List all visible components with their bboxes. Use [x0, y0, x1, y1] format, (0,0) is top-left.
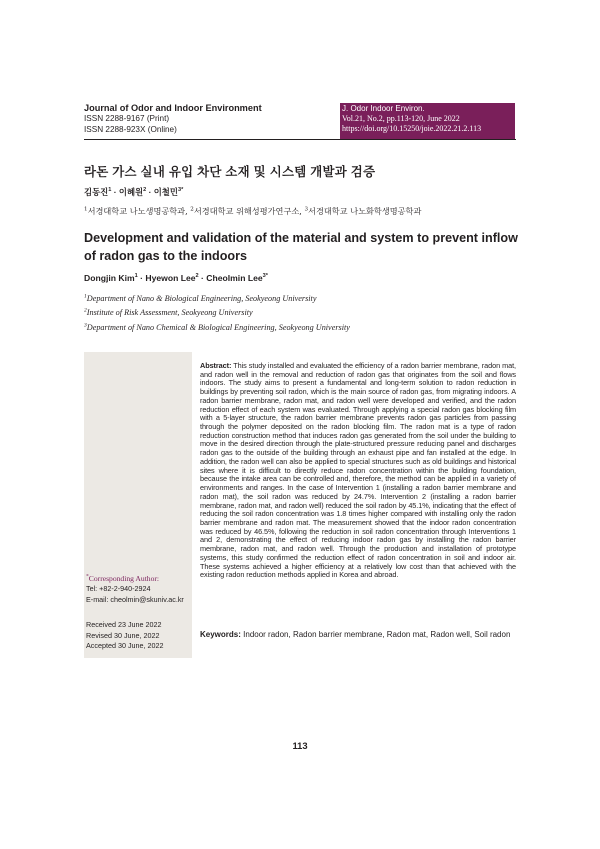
journal-name: Journal of Odor and Indoor Environment [84, 103, 262, 113]
issn-online: ISSN 2288-923X (Online) [84, 124, 177, 134]
journal-header [84, 103, 340, 135]
author-name: Dongjin Kim [84, 273, 135, 283]
accepted-date: Accepted 30 June, 2022 [86, 641, 164, 651]
keywords-label: Keywords: [200, 630, 241, 639]
header-divider [84, 139, 516, 140]
affiliation-line: $^1$Department of Nano & Biological Engineering, Seokyeong University [84, 293, 317, 303]
affiliation-line: $^3$Department of Nano Chemical & Biological Engineering, Seokyeong University [84, 321, 350, 332]
author-name: 이혜원 [118, 187, 144, 197]
korean-affiliations: $^1$서경대학교 나노생명공학과, $^2$서경대학교 위해성평가연구소, $^3$서경대학교 나노화학생명공학과 [84, 206, 422, 216]
korean-title: 라돈 가스 실내 유입 차단 소재 및 시스템 개발과 검증 [84, 165, 376, 179]
revised-date: Revised 30 June, 2022 [86, 630, 160, 640]
affiliation-line: $^2$Institute of Risk Assessment, Seokyeong University [84, 307, 253, 318]
abstract-text: This study installed and evaluated the efficiency of a radon barrier membrane, radon mat, and radon well in the removal and reduction of radon gas that originates from the soil and flows indoors. The study aims to present a fundamental and long-term solution to radon reduction in buildings by preventing soil radon, which is the main source of radon gas, from migrating indoors. A radon barrier membrane, radon mat, and radon well were developed and verified, and the radon reduction effect of each system was evaluated. Through applying a special radon gas blocking film with a 5-layer structure, the radon barrier membrane prevents radon gas particles from passing through the polymer deposited on the radon blocking film. The radon mat is a type of radon reduction construction method that induces radon gas generated from the soil under the building to move in the desired direction through the plate-structured pressure reducing panel and discharges radon gas to the outside of the building through an exhaust pipe and fan installed at the edge. In addition, the radon well can also be applied to special structures such as old buildings and historical sites where it is difficult to directly reduce radon concentration within the building foundation, because the intake area can be controlled and, therefore, the method can be applied in a variety of environments and ranges. In the case of Intervention 1 (installing a radon barrier membrane and radon mat), the soil radon was reduced by 24.7%. Intervention 2 (installing a radon barrier membrane, radon mat, and radon well) reduced the soil radon by 45.1%, indicating that the effect of reducing the soil radon concentration was 1.8 times higher compared with installing only the radon barrier membrane and radon mat. The measurement showed that the indoor radon concentration was reduced by 46.5%, following the reduction in soil radon concentration through Interventions 1 and 2, demonstrating the effect of reducing indoor radon gas by installing the radon barrier membrane, radon mat, and radon well. Through the production and installation of prototype systems, this study confirmed the reduction effect of radon concentration in soil and indoor air. These systems achieved a higher efficiency at a relatively low cost than that achieved with the existing radon reduction methods applied in Korea and abroad. [200, 361, 516, 580]
abstract [200, 362, 516, 580]
author-name: Hyewon Lee [145, 273, 196, 283]
journal-citation-box [340, 103, 515, 139]
info-sidebar [84, 352, 192, 658]
doi-link[interactable]: https://doi.org/10.15250/joie.2022.21.2.113 [342, 124, 482, 134]
abstract-label: Abstract: [200, 361, 232, 370]
author-name: 김동진 [84, 187, 109, 197]
journal-abbrev: J. Odor Indoor Environ. [342, 104, 425, 113]
corresponding-label: *Corresponding Author: [86, 573, 160, 583]
keywords-text: Indoor radon, Radon barrier membrane, Radon mat, Radon well, Soil radon [243, 630, 511, 639]
page-number: 113 [292, 740, 308, 751]
corresponding-author [86, 574, 184, 605]
volume-line: Vol.21, No.2, pp.113-120, June 2022 [342, 114, 460, 124]
corresponding-tel: Tel: +82-2-940-2924 [86, 584, 151, 594]
received-date: Received 23 June 2022 [86, 620, 162, 629]
author-name: 이철민 [153, 187, 178, 197]
english-authors: Dongjin Kim$^1$ · Hyewon Lee$^2$ · Cheolmin Lee$^{3*}$ [84, 273, 268, 283]
keywords [200, 630, 516, 641]
korean-authors: 김동진$^1$ · 이혜원$^2$ · 이철민$^{3*}$ [84, 187, 184, 197]
english-affiliations [84, 292, 350, 335]
english-title: Development and validation of the material and system to prevent inflow of radon gas to the indoors [84, 231, 518, 263]
author-name: Cheolmin Lee [206, 273, 263, 283]
corresponding-email[interactable]: E-mail: cheolmin@skuniv.ac.kr [86, 594, 184, 604]
issn-print: ISSN 2288-9167 (Print) [84, 114, 170, 123]
article-dates [86, 620, 164, 652]
